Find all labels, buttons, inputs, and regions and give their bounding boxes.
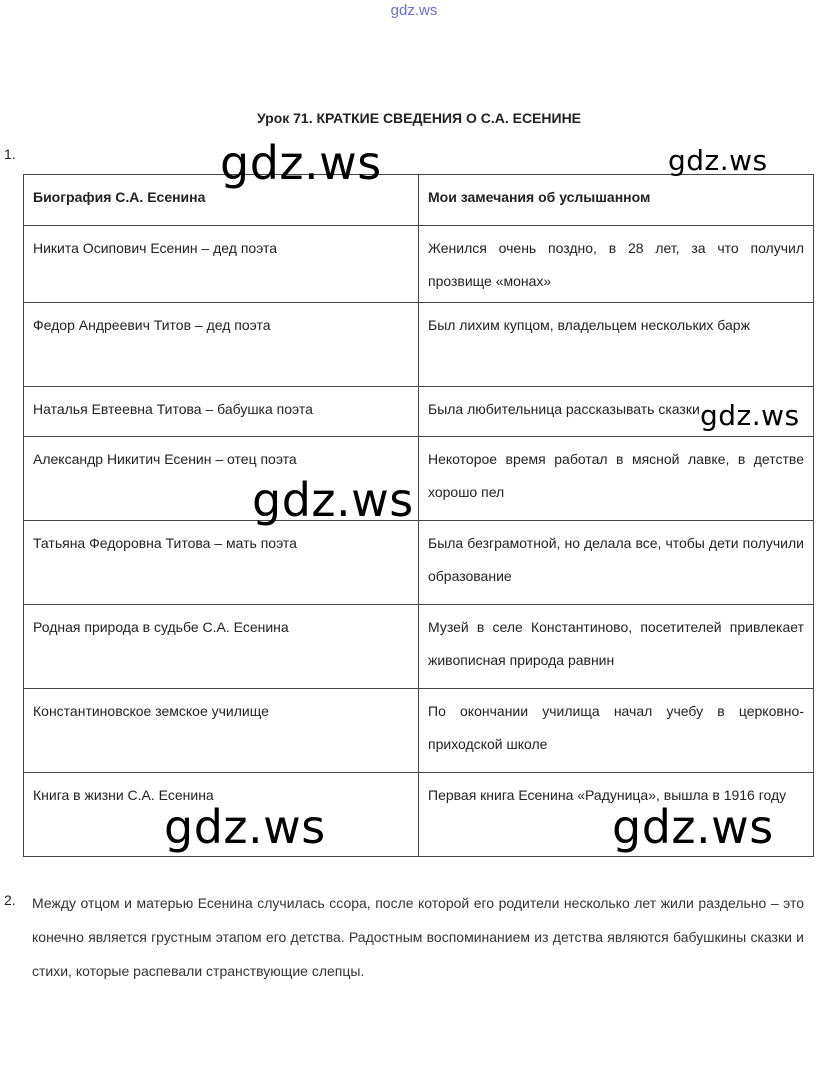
table-cell-biography: Книга в жизни С.А. Есенина [24,773,419,857]
table-row [24,521,814,605]
table-cell-remark: Женился очень поздно, в 28 лет, за что получил прозвище «монах» [419,226,814,303]
table-cell-biography: Никита Осипович Есенин – дед поэта [24,226,419,303]
table-cell-remark: По окончании училища начал учебу в церковно-приходской школе [419,689,814,773]
table-cell-remark: Была безграмотной, но делала все, чтобы дети получили образование [419,521,814,605]
table-row [24,387,814,437]
watermark: gdz.ws [700,399,800,432]
table-cell-remark: Первая книга Есенина «Радуница», вышла в 1916 году [419,773,814,857]
watermark: gdz.ws [220,136,382,190]
table-cell-biography: Александр Никитич Есенин – отец поэта [24,437,419,521]
table-cell-biography: Федор Андреевич Титов – дед поэта [24,303,419,387]
site-link[interactable]: gdz.ws [390,2,438,19]
task-2-number: 2. [4,892,16,908]
biography-table [23,174,814,857]
table-row [24,226,814,303]
table-row [24,605,814,689]
table-cell-biography: Константиновское земское училище [24,689,419,773]
table-header-row [24,175,814,226]
watermark: gdz.ws [612,800,774,854]
table-cell-remark: Музей в селе Константиново, посетителей привлекает живописная природа равнин [419,605,814,689]
task-2-answer: Между отцом и матерью Есенина случилась ссора, после которой его родители несколько лет жили раздельно – это конечно является грустным этапом его детства. Радостным воспоминанием из детства являются бабушкины сказки и стихи, которые распевали странствующие слепцы. [32,895,804,979]
lesson-title: Урок 71. КРАТКИЕ СВЕДЕНИЯ О С.А. ЕСЕНИНЕ [256,110,582,126]
table-cell-remark: Некоторое время работал в мясной лавке, в детстве хорошо пел [419,437,814,521]
task-1-number: 1. [4,146,16,162]
column-header-biography: Биография С.А. Есенина [24,175,419,226]
table-cell-remark: Была любительница рассказывать сказки [419,387,814,437]
table-cell-biography: Наталья Евтеевна Титова – бабушка поэта [24,387,419,437]
table-cell-biography: Татьяна Федоровна Титова – мать поэта [24,521,419,605]
watermark: gdz.ws [668,144,768,177]
table-row [24,437,814,521]
watermark: gdz.ws [164,800,326,854]
column-header-remarks: Мои замечания об услышанном [419,175,814,226]
table-cell-biography: Родная природа в судьбе С.А. Есенина [24,605,419,689]
table-row [24,689,814,773]
table-row [24,303,814,387]
table-cell-remark: Был лихим купцом, владельцем нескольких барж [419,303,814,387]
watermark: gdz.ws [252,473,414,527]
